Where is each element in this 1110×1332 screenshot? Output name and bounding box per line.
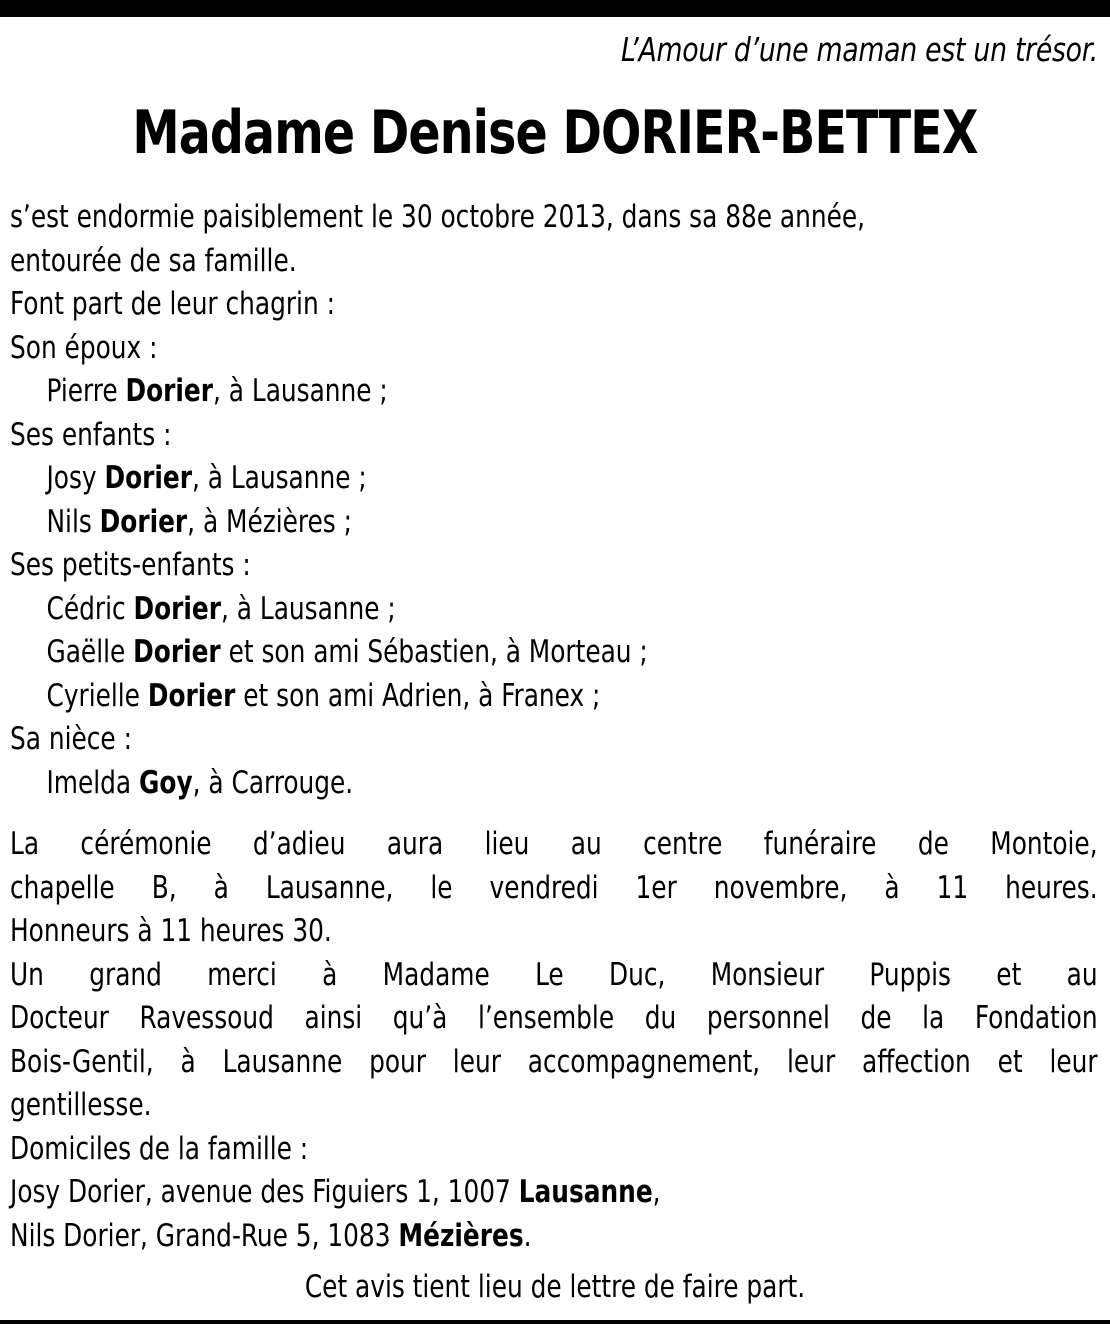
member-last-name: Dorier: [99, 503, 188, 540]
member-last-name: Dorier: [147, 677, 236, 714]
bottom-rule: [0, 1320, 1110, 1324]
family-member: [10, 501, 1110, 545]
domiciles-heading: Domiciles de la famille :: [10, 1130, 309, 1167]
member-location: , à Lausanne ;: [221, 590, 396, 627]
member-first-name: Pierre: [46, 373, 118, 409]
member-first-name: Imelda: [46, 764, 132, 801]
member-last-name: Dorier: [133, 590, 222, 627]
domicile-address: Nils Dorier, Grand-Rue 5, 1083: [10, 1217, 399, 1254]
thanks-line: Bois-Gentil, à Lausanne pour leur accompagnement, leur affection et leur: [10, 1043, 1098, 1080]
domicile-entry: [10, 1171, 1098, 1215]
niece-heading: Sa nièce :: [10, 721, 132, 757]
spouse-heading: Son époux :: [10, 329, 158, 366]
domicile-punctuation: ,: [652, 1174, 661, 1210]
member-location: , à Mézières ;: [187, 503, 352, 540]
member-last-name: Dorier: [125, 373, 214, 409]
grandchildren-heading: Ses petits-enfants :: [10, 547, 251, 583]
intro-line: Font part de leur chagrin :: [10, 286, 335, 322]
deceased-name-title: Madame Denise DORIER-BETTEX: [132, 98, 978, 168]
ceremony-line: chapelle B, à Lausanne, le vendredi 1er novembre, à 11 heures.: [10, 869, 1098, 906]
family-member: [10, 675, 1110, 719]
member-first-name: Cédric: [46, 590, 126, 627]
member-location: , à Carrouge.: [192, 764, 354, 801]
member-first-name: Josy: [46, 460, 97, 496]
paragraph-gap: [10, 805, 1098, 823]
family-member: [10, 370, 1110, 414]
member-location: , à Lausanne ;: [213, 373, 388, 409]
domicile-punctuation: .: [523, 1217, 532, 1254]
family-member: [10, 457, 1110, 501]
domicile-city: Lausanne: [518, 1174, 653, 1210]
family-member: [10, 588, 1110, 632]
ceremony-line: La cérémonie d’adieu aura lieu au centre funéraire de Montoie,: [10, 826, 1098, 862]
top-rule: [0, 0, 1110, 17]
thanks-line: gentillesse.: [10, 1087, 152, 1123]
family-member: [10, 762, 1110, 806]
domicile-address: Josy Dorier, avenue des Figuiers 1, 1007: [10, 1174, 519, 1210]
children-heading: Ses enfants :: [10, 416, 172, 453]
epigraph: L’Amour d’une maman est un trésor.: [621, 30, 1098, 69]
footer-note: Cet avis tient lieu de lettre de faire part.: [304, 1269, 806, 1305]
ceremony-line: Honneurs à 11 heures 30.: [10, 913, 332, 949]
family-member: [10, 631, 1110, 675]
member-first-name: Gaëlle: [46, 634, 126, 670]
domicile-city: Mézières: [398, 1217, 524, 1254]
member-location: et son ami Sébastien, à Morteau ;: [220, 634, 648, 670]
intro-line: entourée de sa famille.: [10, 242, 297, 279]
intro-line: s’est endormie paisiblement le 30 octobre 2013, dans sa 88e année,: [10, 199, 866, 235]
domicile-entry: [10, 1215, 1098, 1259]
thanks-line: Un grand merci à Madame Le Duc, Monsieur Puppis et au: [10, 956, 1098, 993]
member-last-name: Dorier: [133, 634, 221, 670]
member-first-name: Cyrielle: [46, 677, 140, 714]
thanks-line: Docteur Ravessoud ainsi qu’à l’ensemble du personnel de la Fondation: [10, 1000, 1098, 1036]
member-location: , à Lausanne ;: [192, 460, 367, 496]
member-last-name: Dorier: [104, 460, 193, 496]
member-location: et son ami Adrien, à Franex ;: [235, 677, 601, 714]
obituary-body: [10, 196, 1098, 1258]
member-last-name: Goy: [139, 764, 193, 801]
member-first-name: Nils: [46, 503, 92, 540]
